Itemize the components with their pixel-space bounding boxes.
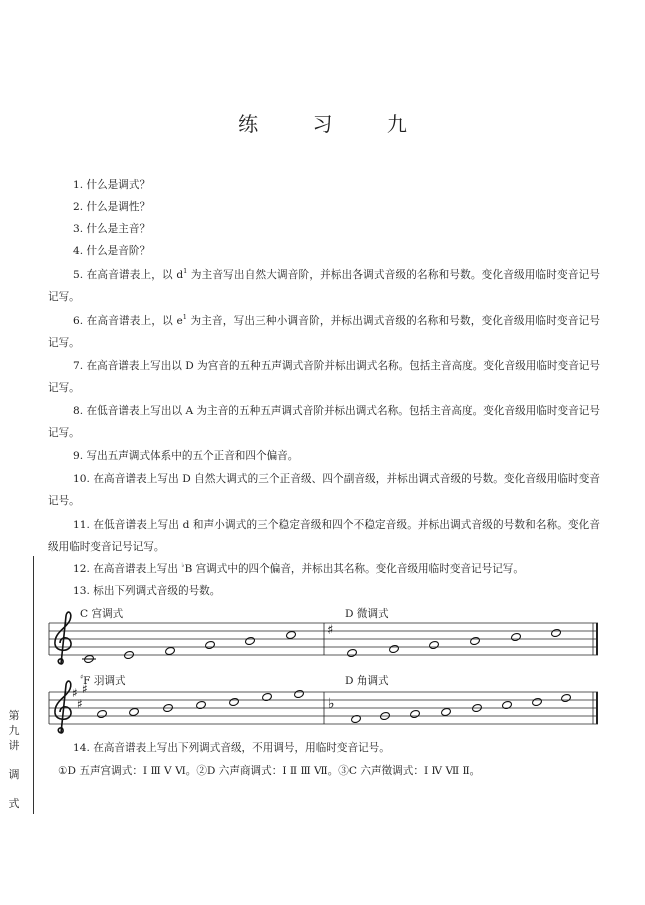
- notes-d-jue: [351, 693, 572, 723]
- question-4: 4. 什么是音阶？: [73, 245, 151, 257]
- question-11: 11. 在低音谱表上写出 d 和声小调式的三个稳定音级和四个不稳定音级。并标出调式音级的号数和名称。变化音级用临时变音记号记写。: [48, 519, 600, 553]
- notes-fs-yu: [97, 689, 305, 718]
- staff-label-d-jue: D 角调式: [345, 675, 389, 687]
- side-divider: [33, 556, 34, 814]
- notes-d-zhi: [347, 628, 562, 657]
- sharp-icon: ♯: [72, 686, 78, 700]
- staff-label-fs-yu: ♯F 羽调式: [80, 673, 126, 687]
- question-5: 5. 在高音谱表上，以 $d^1$ 为主音写出自然大调音阶，并标出各调式音级的名称和号数。变化音级用临时变音记号记写。: [48, 267, 600, 303]
- question-12: 12. 在高音谱表上写出 ♭B 宫调式中的四个偏音，并标出其名称。变化音级用临时变音记号记写。: [73, 561, 524, 575]
- staff-row-2: [49, 692, 598, 724]
- page-title: 练 习 九: [238, 112, 431, 136]
- staff-label-d-zhi: D 微调式: [345, 608, 389, 620]
- question-1: 1. 什么是调式？: [73, 179, 151, 191]
- flat-icon: ♭: [328, 696, 335, 712]
- treble-clef-icon: [55, 612, 71, 664]
- question-13: 13. 标出下列调式音级的号数。: [73, 585, 221, 597]
- question-7: 7. 在高音谱表上写出以 D 为宫音的五种五声调式音阶并标出调式名称。包括主音高度。变化音级用临时变音记号记写。: [48, 360, 600, 394]
- sharp-icon: ♯: [327, 623, 334, 638]
- question-9: 9. 写出五声调式体系中的五个正音和四个偏音。: [73, 450, 299, 462]
- question-14-items: ①D 五声宫调式：Ⅰ Ⅲ Ⅴ Ⅵ。②D 六声商调式：Ⅰ Ⅱ Ⅲ Ⅶ。③C 六声徵调式：Ⅰ Ⅳ Ⅶ Ⅱ。: [58, 765, 481, 777]
- sharp-icon: ♯: [77, 697, 83, 711]
- treble-clef-icon: [55, 681, 71, 733]
- question-10: 10. 在高音谱表上写出 D 自然大调式的三个正音级、四个副音级，并标出调式音级的号数。变化音级用临时变音记号。: [48, 473, 600, 507]
- question-2: 2. 什么是调性？: [73, 201, 151, 213]
- staff-row-1: [49, 623, 598, 655]
- chapter-side-label: 第 九 讲 调 式: [8, 709, 20, 810]
- question-3: 3. 什么是主音？: [73, 223, 151, 235]
- staff-label-c-gong: C 宫调式: [80, 608, 124, 620]
- question-8: 8. 在低音谱表上写出以 A 为主音的五种五声调式音阶并标出调式名称。包括主音高度。变化音级用临时变音记号记写。: [48, 405, 600, 439]
- question-14: 14. 在高音谱表上写出下列调式音级，不用调号，用临时变音记号。: [73, 742, 390, 754]
- question-6: 6. 在高音谱表上，以 $e^1$ 为主音，写出三种小调音阶，并标出调式音级的名称和号数，变化音级用临时变音记号记写。: [48, 313, 600, 349]
- sharp-icon: ♯: [82, 682, 88, 696]
